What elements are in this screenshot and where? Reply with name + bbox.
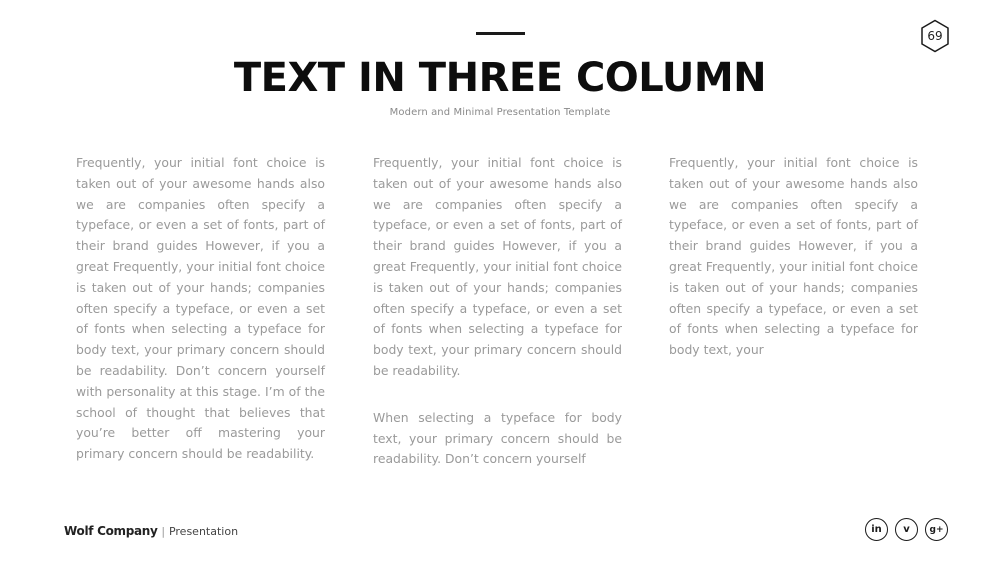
page-subtitle: Modern and Minimal Presentation Template <box>389 107 611 118</box>
page-title: TEXT IN THREE COLUMN <box>233 55 767 101</box>
vimeo-glyph: v <box>903 524 910 535</box>
column-paragraph: Frequently, your initial font choice is taken out of your awesome hands also we are companies often specify a typeface, or even a set of fonts, part of their brand guides However, if you a great Frequently, your initial font choice is taken out of your hands; companies often specify a typeface, or even a set of fonts when selecting a typeface for body text, your primary concern should be readability. Don’t concern yourself with personality at this stage. I’m of the school of thought that believes that you’re better off mastering your primary concern should be readability. <box>76 155 325 462</box>
title-divider <box>476 32 525 35</box>
text-column-2 <box>373 153 622 470</box>
column-paragraph: When selecting a typeface for body text, your primary concern should be readability. Don’t concern yourself <box>373 409 622 467</box>
page-number: 69 <box>927 29 943 43</box>
company-name: Wolf Company <box>64 524 158 538</box>
linkedin-icon[interactable] <box>865 518 888 541</box>
text-column-3 <box>669 153 918 361</box>
vimeo-icon[interactable] <box>895 518 918 541</box>
footer-brand <box>64 524 238 538</box>
footer-separator: | <box>161 525 166 538</box>
google-plus-icon[interactable] <box>925 518 948 541</box>
linkedin-glyph: in <box>871 524 882 535</box>
column-paragraph: Frequently, your initial font choice is taken out of your awesome hands also we are companies often specify a typeface, or even a set of fonts, part of their brand guides However, if you a great Frequently, your initial font choice is taken out of your hands; companies often specify a typeface, or even a set of fonts when selecting a typeface for body text, your primary concern should be readability. <box>373 155 622 378</box>
text-column-1 <box>76 153 325 465</box>
footer-tagline: Presentation <box>168 525 239 538</box>
google-plus-glyph: g+ <box>929 524 944 535</box>
page-number-badge <box>920 19 950 53</box>
column-paragraph: Frequently, your initial font choice is taken out of your awesome hands also we are companies often specify a typeface, or even a set of fonts, part of their brand guides However, if you a great Frequently, your initial font choice is taken out of your hands; companies often specify a typeface, or even a set of fonts when selecting a typeface for body text, your <box>669 155 918 358</box>
